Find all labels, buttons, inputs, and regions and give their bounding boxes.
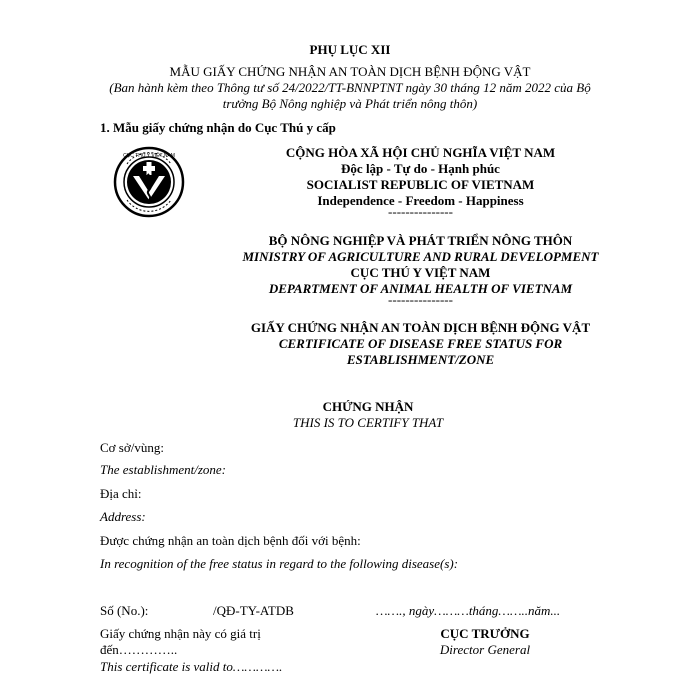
- appendix-title: PHỤ LỤC XII: [309, 42, 391, 57]
- validity-en: This certificate is valid to………….: [100, 659, 283, 674]
- motto-en: Independence - Freedom - Happiness: [317, 193, 524, 208]
- number-label: Số (No.):: [100, 603, 149, 618]
- certificate-title-vn: GIẤY CHỨNG NHẬN AN TOÀN DỊCH BỆNH ĐỘNG VẬT: [250, 320, 591, 335]
- header-divider-1: ---------------: [388, 204, 453, 219]
- republic-vn: CỘNG HÒA XÃ HỘI CHỦ NGHĨA VIỆT NAM: [285, 145, 556, 160]
- number-code: /QĐ-TY-ATDB: [213, 603, 294, 618]
- validity-vn-line2: đến…………..: [100, 642, 178, 657]
- logo-text: CỤC THÚ Y VIỆT NAM: [123, 153, 175, 159]
- department-vn: CỤC THÚ Y VIỆT NAM: [350, 265, 491, 280]
- signer-title-vn: CỤC TRƯỞNG: [440, 626, 530, 641]
- establishment-label-vn: Cơ sở/vùng:: [100, 440, 164, 455]
- ministry-en: MINISTRY OF AGRICULTURE AND RURAL DEVELOPMENT: [242, 249, 599, 264]
- recognition-label-vn: Được chứng nhận an toàn dịch bệnh đối với bệnh:: [100, 533, 361, 548]
- signer-title-en: Director General: [439, 642, 531, 657]
- appendix-subtitle-line1: (Ban hành kèm theo Thông tư số 24/2022/TT-BNNPTNT ngày 30 tháng 12 năm 2022 của Bộ: [109, 80, 591, 95]
- appendix-heading: MẪU GIẤY CHỨNG NHẬN AN TOÀN DỊCH BỆNH ĐỘNG VẬT: [169, 64, 531, 79]
- issue-date: ……., ngày………tháng……..năm...: [376, 603, 561, 618]
- header-divider-2: ---------------: [388, 292, 453, 307]
- recognition-label-en: In recognition of the free status in regard to the following disease(s):: [100, 556, 459, 571]
- address-label-en: Address:: [100, 509, 146, 524]
- republic-en: SOCIALIST REPUBLIC OF VIETNAM: [306, 177, 535, 192]
- address-label-vn: Địa chỉ:: [100, 486, 142, 501]
- section-label: 1. Mẫu giấy chứng nhận do Cục Thú y cấp: [100, 120, 336, 135]
- certificate-title-en-line2: ESTABLISHMENT/ZONE: [346, 352, 495, 367]
- motto-vn: Độc lập - Tự do - Hạnh phúc: [341, 161, 500, 176]
- department-logo: [113, 146, 185, 218]
- department-en: DEPARTMENT OF ANIMAL HEALTH OF VIETNAM: [268, 281, 573, 296]
- ministry-vn: BỘ NÔNG NGHIỆP VÀ PHÁT TRIỂN NÔNG THÔN: [268, 233, 573, 248]
- department-seal-icon: [113, 146, 185, 218]
- certificate-title-en-line1: CERTIFICATE OF DISEASE FREE STATUS FOR: [278, 336, 563, 351]
- certify-vn: CHỨNG NHẬN: [322, 399, 414, 414]
- certify-en: THIS IS TO CERTIFY THAT: [292, 415, 444, 430]
- validity-vn-line1: Giấy chứng nhận này có giá trị: [100, 626, 261, 641]
- appendix-subtitle-line2: trưởng Bộ Nông nghiệp và Phát triển nông thôn): [222, 96, 478, 111]
- establishment-label-en: The establishment/zone:: [100, 462, 227, 477]
